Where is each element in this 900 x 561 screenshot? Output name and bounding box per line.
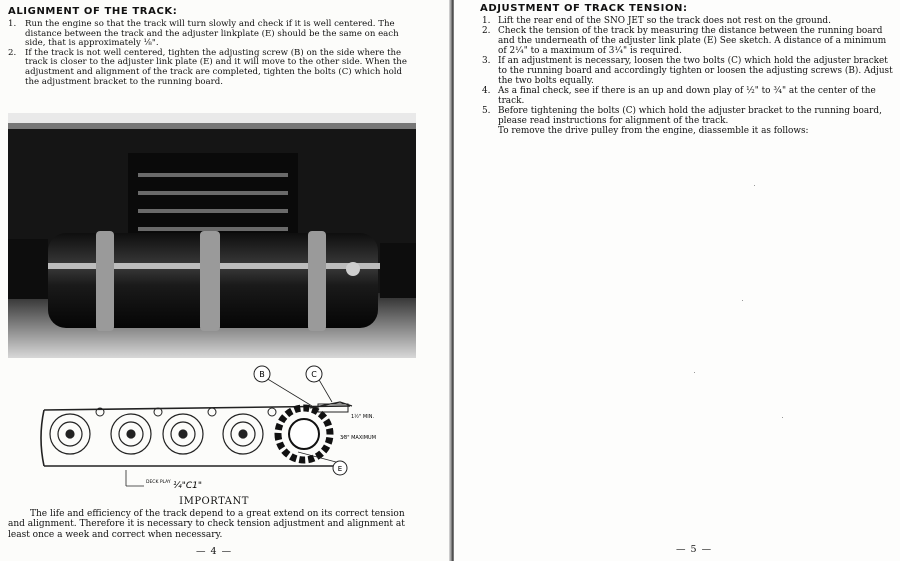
list-item	[482, 26, 894, 56]
step-text: Check the tension of the track by measuring the distance between the running board and the underneath of the adjuster link plate (E) See sketch. A distance of a minimum of 2¹⁄₄" to a maximum of 3¹⁄₄" is required.	[498, 26, 887, 56]
paper-speck	[782, 417, 783, 418]
step-number: 5.	[482, 106, 491, 116]
alignment-heading: ALIGNMENT OF THE TRACK:	[8, 6, 178, 17]
step-number: 1.	[8, 19, 17, 29]
track-sketch	[40, 362, 388, 492]
page-number-right: — 5 —	[676, 544, 713, 555]
step-number: 1.	[482, 16, 491, 26]
dim-min-label: 1½" MIN.	[351, 414, 375, 420]
paper-speck	[754, 185, 755, 186]
deck-play-label: DECK PLAY	[146, 480, 171, 485]
page-number-left: — 4 —	[196, 546, 233, 557]
list-item	[8, 20, 416, 49]
list-item	[482, 106, 894, 126]
alignment-steps	[8, 20, 416, 87]
step-number: 3.	[482, 56, 491, 66]
step-text: Before tightening the bolts (C) which hold the adjuster bracket to the running board, please read instructions for alignment of the track.	[498, 106, 882, 126]
track-diagram	[40, 362, 388, 492]
important-title: IMPORTANT	[179, 496, 249, 507]
tension-steps	[482, 16, 894, 136]
label-c: C	[311, 370, 317, 379]
paper-speck	[694, 372, 695, 373]
track-photo-drawing	[8, 113, 416, 358]
step-text: Lift the rear end of the SNO JET so the track does not rest on the ground.	[498, 16, 831, 26]
list-item	[8, 49, 416, 87]
step-number: 4.	[482, 86, 491, 96]
tension-heading: ADJUSTMENT OF TRACK TENSION:	[480, 3, 688, 14]
step-text: Run the engine so that the track will turn slowly and check if it is well centered. The distance between the track and the adjuster linkplate (E) should be the same on each side, that is approximately ¹⁄₈".	[25, 19, 399, 49]
list-item	[482, 16, 894, 26]
step-number: 2.	[8, 47, 17, 58]
dim-max-label: 3⁄8" MAXIMUM	[340, 435, 377, 441]
step-text: If an adjustment is necessary, loosen the two bolts (C) which hold the adjuster bracket to the running board and accordingly tighten or loosen the adjusting screws (B). Adjust the two bolts equally.	[498, 56, 893, 86]
drive-pulley-note: To remove the drive pulley from the engine, diassemble it as follows:	[498, 126, 809, 136]
play-value-label: ¼"C1"	[173, 481, 203, 491]
label-b: B	[259, 370, 265, 379]
step-text: If the track is not well centered, tighten the adjusting screw (B) on the side where the track is closer to the adjuster link plate (E) and it will move to the other side. When the adjustment and alignment of the track are completed, tighten the bolts (C) which hold the adjustment bracket to the running board.	[25, 47, 407, 87]
label-e: E	[337, 465, 343, 473]
important-text: The life and efficiency of the track depend to a great extend on its correct tension and alignment. Therefore it is necessary to check tension adjustment and alignment at least once a week and correct when necessary.	[8, 509, 405, 540]
step-text: As a final check, see if there is an up and down play of ½" to ¾" at the center of the track.	[498, 86, 876, 106]
list-item	[482, 56, 894, 86]
paper-speck	[742, 300, 743, 301]
right-page	[454, 0, 900, 561]
list-item	[482, 86, 894, 106]
track-photo	[8, 113, 416, 358]
step-number: 2.	[482, 26, 491, 36]
